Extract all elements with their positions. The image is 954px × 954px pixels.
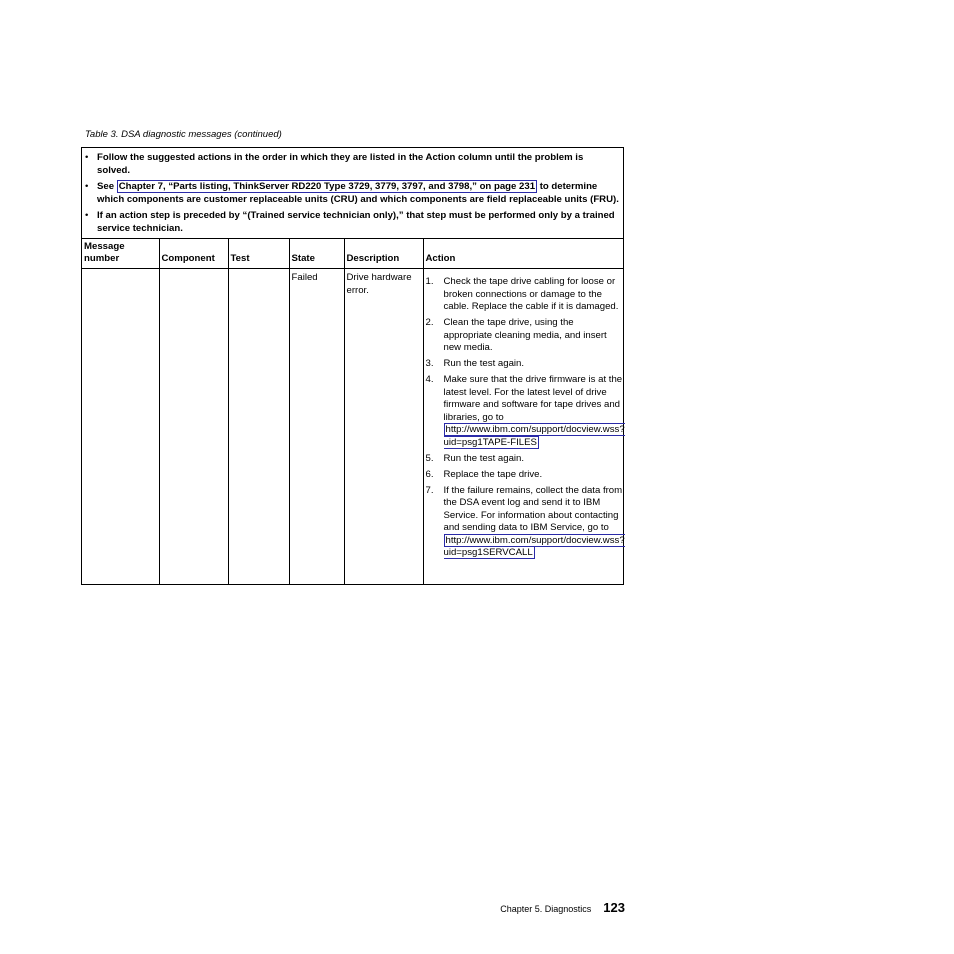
step-text: Replace the tape drive. xyxy=(443,468,543,480)
step-number: 5. xyxy=(425,452,434,464)
chapter-7-link[interactable]: Chapter 7, “Parts listing, ThinkServer RD220 Type 3729, 3779, 3797, and 3798,” on page 231 xyxy=(118,181,536,192)
note-item xyxy=(84,180,619,206)
step-text xyxy=(444,374,625,449)
table-caption: Table 3. DSA diagnostic messages (continued) xyxy=(85,129,282,140)
servcall-link[interactable]: http://www.ibm.com/support/docview.wss?uid=psg1SERVCALL xyxy=(443,534,625,558)
action-step xyxy=(426,469,622,482)
step-text: Run the test again. xyxy=(443,452,525,464)
header-action: Action xyxy=(423,239,623,269)
cell-action xyxy=(423,269,623,585)
cell-description: Drive hardware error. xyxy=(344,269,423,585)
step-text: Run the test again. xyxy=(443,358,525,369)
cell-test xyxy=(228,269,289,585)
table-row xyxy=(82,269,623,585)
step-number: 6. xyxy=(425,468,434,480)
step-number: 3. xyxy=(425,358,434,369)
header-row xyxy=(82,239,623,269)
bullet-icon: • xyxy=(85,210,89,221)
page-footer xyxy=(470,900,625,915)
action-step xyxy=(425,484,625,560)
step-body: Make sure that the drive firmware is at the latest level. For the latest level of drive firmware and software for tape drives and libraries, go to xyxy=(443,374,623,423)
chapter-title: Chapter 5. Diagnostics xyxy=(500,904,592,914)
table-notes xyxy=(82,148,623,239)
tape-files-link[interactable]: http://www.ibm.com/support/docview.wss?uid=psg1TAPE-FILES xyxy=(443,424,625,448)
action-steps xyxy=(425,276,625,560)
note-text: If an action step is preceded by “(Trained service technician only),” that step must be performed only by a trained service technician. xyxy=(97,210,615,234)
step-text xyxy=(444,485,625,560)
action-step xyxy=(426,453,622,466)
step-text: Check the tape drive cabling for loose or broken connections or damage to the cable. Replace the cable if it is damaged. xyxy=(443,276,619,312)
step-number: 2. xyxy=(425,317,434,328)
messages-grid xyxy=(82,239,623,584)
step-number: 4. xyxy=(425,374,434,385)
bullet-icon: • xyxy=(85,152,89,163)
step-text: Clean the tape drive, using the appropriate cleaning media, and insert new media. xyxy=(443,317,607,353)
header-component: Component xyxy=(159,239,228,269)
note-item xyxy=(84,209,619,235)
cell-state: Failed xyxy=(289,269,344,585)
note-item xyxy=(84,151,619,177)
note-suffix: to determine which components are customer replaceable units (CRU) and which components are field replaceable units (FRU). xyxy=(97,181,619,205)
note-prefix: See xyxy=(97,181,117,192)
cell-component xyxy=(159,269,228,585)
bullet-icon: • xyxy=(85,181,89,192)
step-number: 1. xyxy=(425,276,434,287)
header-description: Description xyxy=(344,239,423,269)
step-body: If the failure remains, collect the data from the DSA event log and send it to IBM Service. For information about contacting and sending data to IBM Service, go to xyxy=(443,484,623,533)
header-state: State xyxy=(289,239,344,269)
step-number: 7. xyxy=(425,484,434,496)
page-number: 123 xyxy=(603,900,625,915)
action-step xyxy=(426,276,622,314)
action-step xyxy=(425,374,625,449)
cell-message-number xyxy=(82,269,159,585)
action-step xyxy=(426,358,622,371)
header-message-number: Message number xyxy=(82,239,159,269)
dsa-messages-table xyxy=(81,147,624,585)
note-text: Follow the suggested actions in the order in which they are listed in the Action column until the problem is solved. xyxy=(97,152,584,176)
note-text xyxy=(97,180,619,206)
action-step xyxy=(426,317,622,355)
header-test: Test xyxy=(228,239,289,269)
